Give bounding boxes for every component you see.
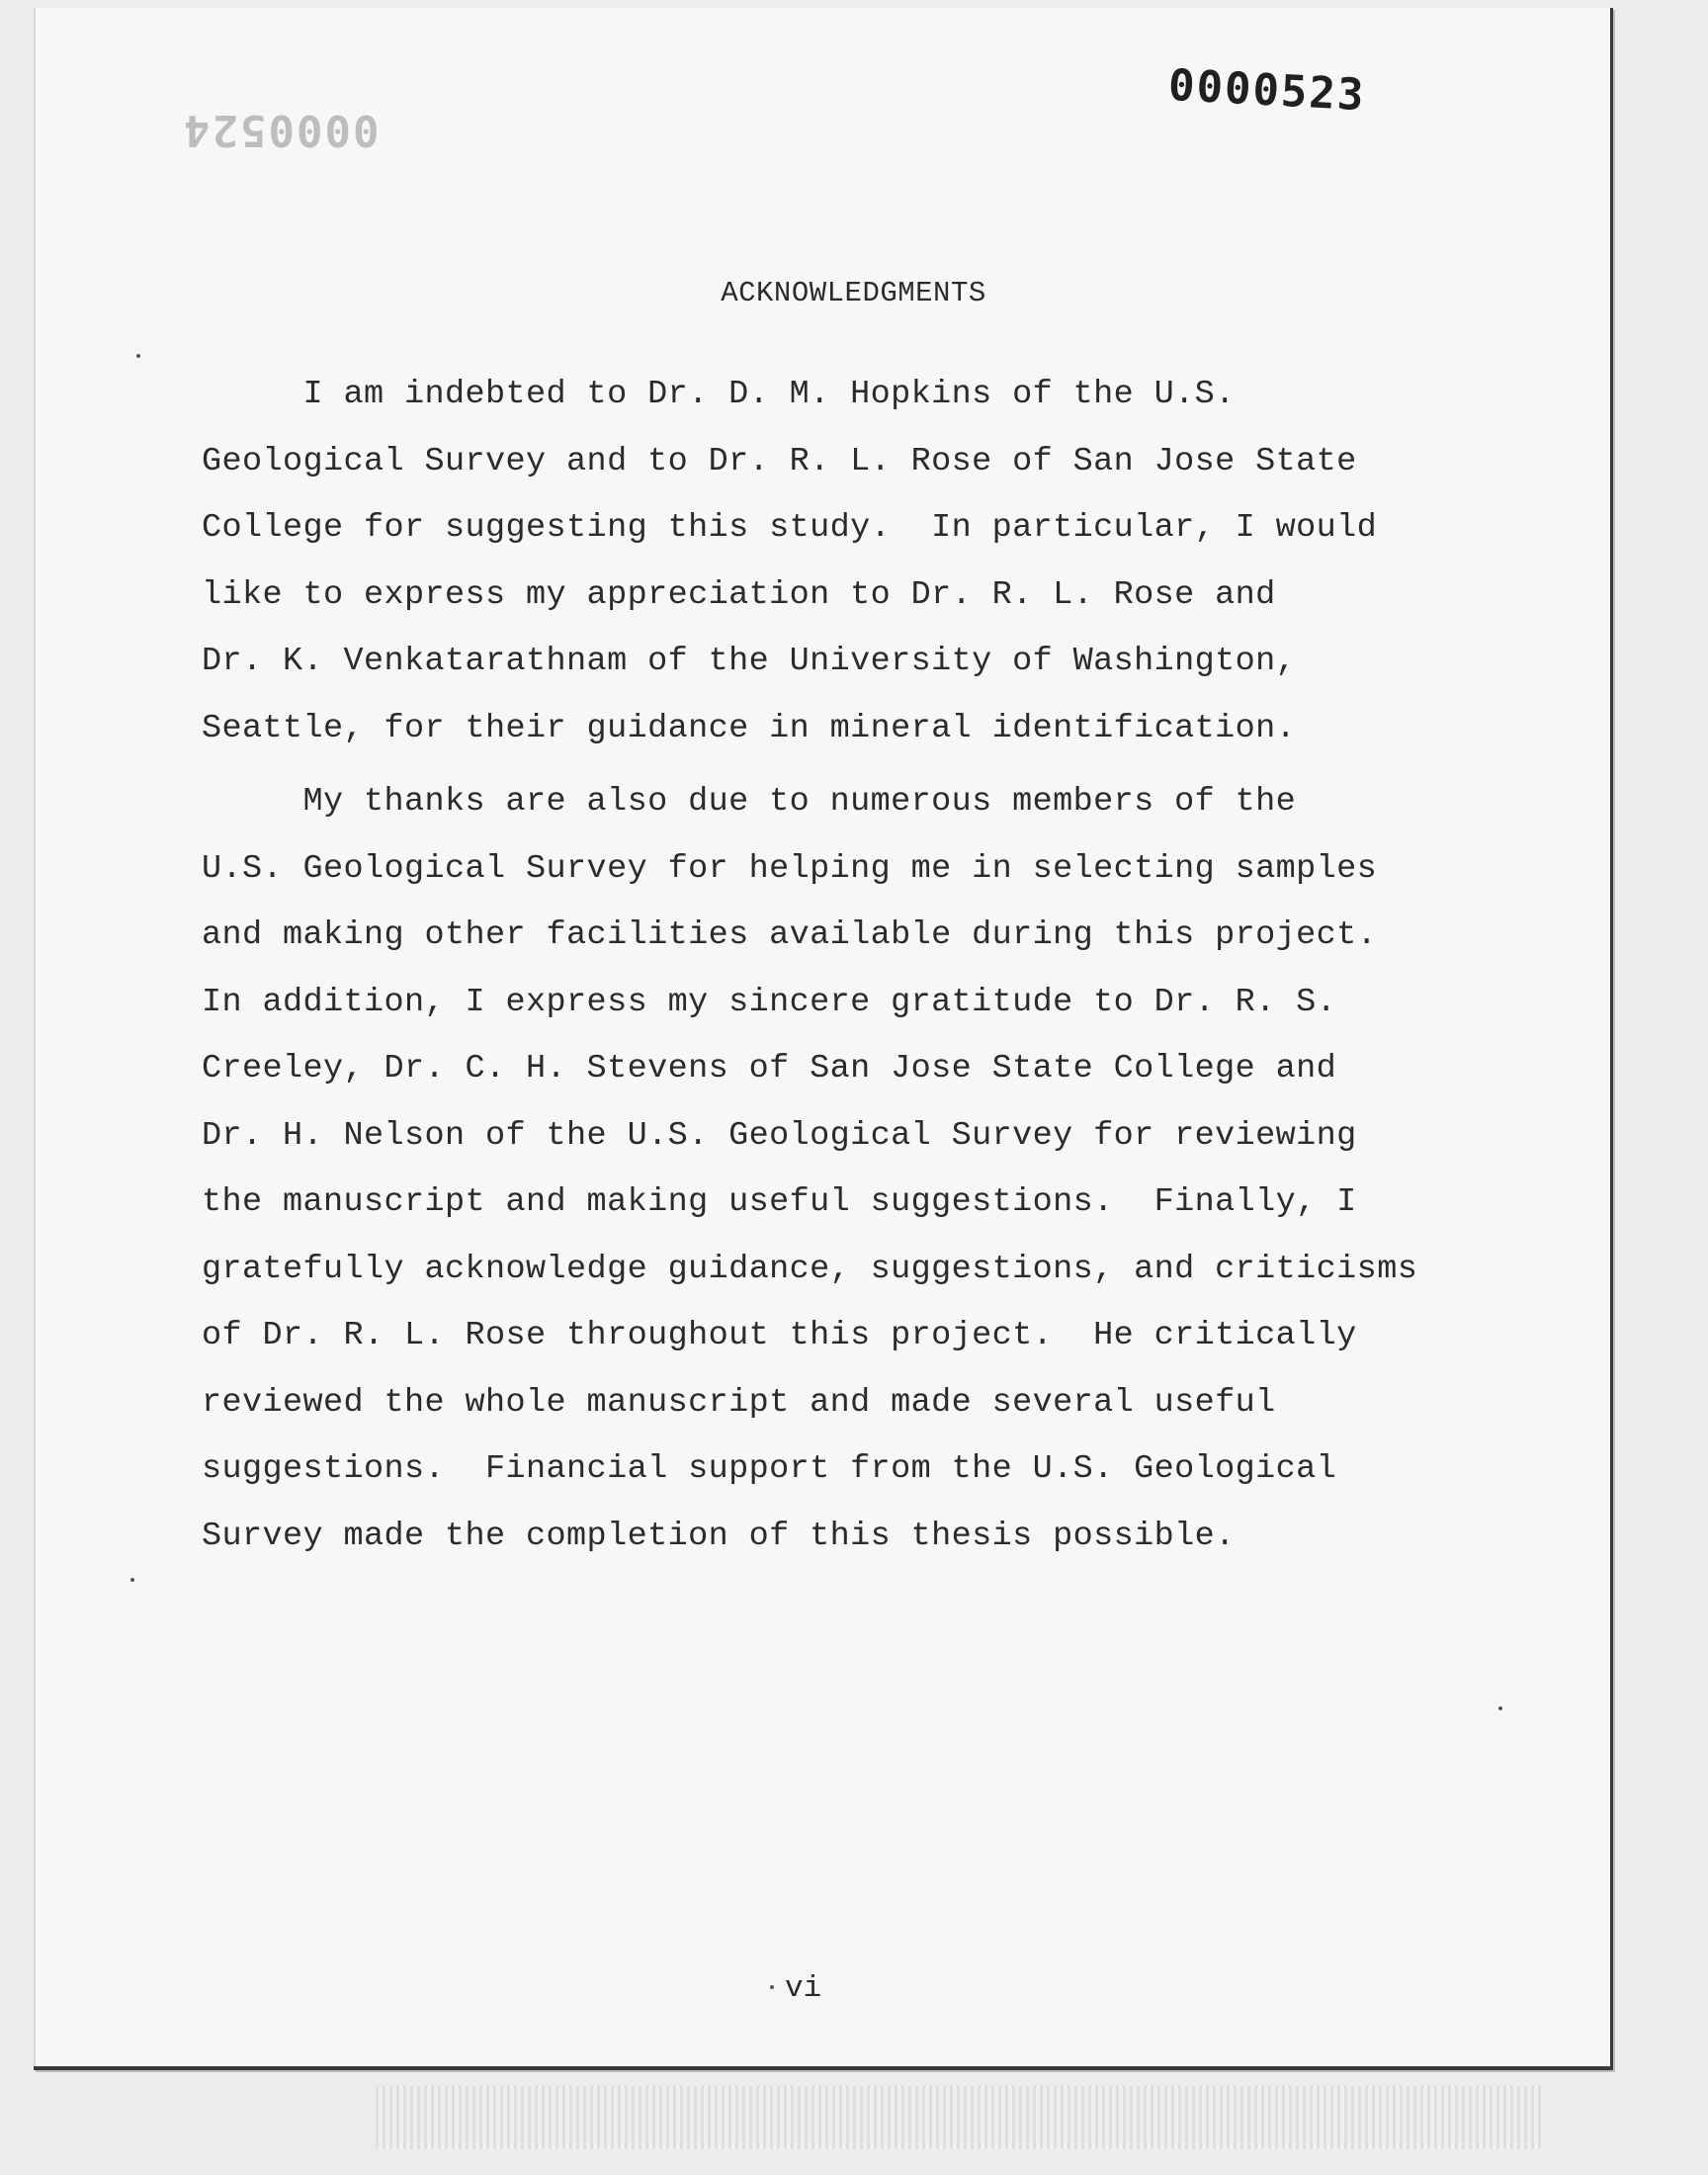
scan-speck: [136, 354, 140, 358]
text-line: College for suggesting this study. In particular, I would: [202, 509, 1378, 547]
text-line: like to express my appreciation to Dr. R. L. Rose and: [202, 575, 1276, 614]
text-line: Seattle, for their guidance in mineral identification.: [202, 709, 1297, 747]
text-line: Geological Survey and to Dr. R. L. Rose of San Jose State: [202, 442, 1357, 480]
text-line: Dr. K. Venkatarathnam of the University of Washington,: [202, 643, 1297, 680]
page-number: vi: [785, 1971, 822, 2006]
text-line: In addition, I express my sincere gratitude to Dr. R. S.: [202, 983, 1337, 1021]
text-line: Survey made the completion of this thesis possible.: [202, 1517, 1236, 1555]
page-title: ACKNOWLEDGMENTS: [721, 277, 986, 309]
text-line: Dr. H. Nelson of the U.S. Geological Survey for reviewing: [202, 1116, 1357, 1155]
text-line: Creeley, Dr. C. H. Stevens of San Jose State College and: [202, 1050, 1337, 1088]
stamp-number: 0000523: [1166, 59, 1367, 122]
scan-speck: [130, 1578, 134, 1582]
paragraph-2: [202, 769, 1487, 1570]
scan-artifact: [376, 2086, 1542, 2149]
text-line: My thanks are also due to numerous members of the: [202, 783, 1297, 821]
page-edge: [34, 8, 36, 2066]
text-line: U.S. Geological Survey for helping me in selecting samples: [202, 849, 1378, 888]
text-line: reviewed the whole manuscript and made several useful: [202, 1383, 1276, 1422]
document-page: [34, 8, 1613, 2070]
text-line: and making other facilities available during this project.: [202, 916, 1378, 954]
scan-speck: [1498, 1706, 1502, 1710]
paragraph-1: [202, 362, 1487, 762]
ghost-stamp-number: 0000524: [182, 105, 380, 155]
text-line: I am indebted to Dr. D. M. Hopkins of the U.S.: [202, 376, 1236, 413]
text-line: of Dr. R. L. Rose throughout this project. He critically: [202, 1317, 1357, 1354]
scan-speck: [770, 1985, 774, 1989]
text-line: the manuscript and making useful suggestions. Finally, I: [202, 1183, 1357, 1221]
text-line: gratefully acknowledge guidance, suggestions, and criticisms: [202, 1250, 1418, 1288]
text-line: suggestions. Financial support from the U.S. Geological: [202, 1450, 1337, 1488]
